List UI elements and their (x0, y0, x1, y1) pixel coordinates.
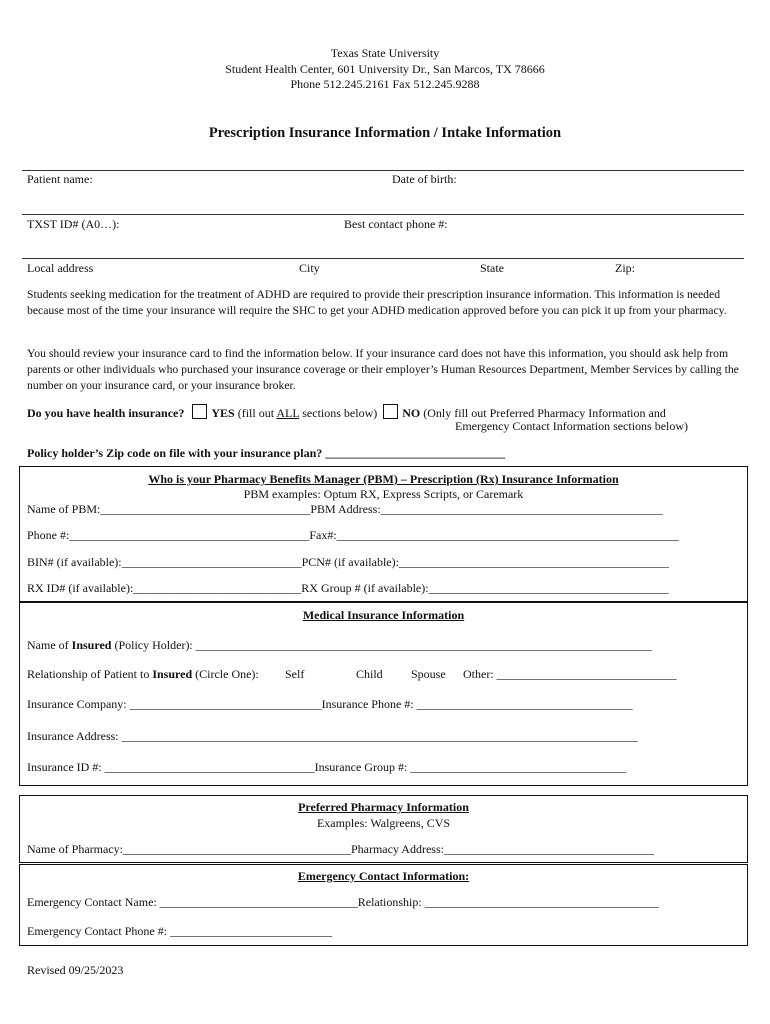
pharmacy-examples: Examples: Walgreens, CVS (316, 816, 451, 830)
header-address: Student Health Center, 601 University Dr., San Marcos, TX 78666 (225, 62, 545, 76)
insurance-company-line[interactable]: Insurance Company: ________________________________Insurance Phone #: ____________________________________ (27, 697, 633, 711)
patient-name-field[interactable]: Patient name: (27, 172, 93, 186)
no-label: NO (402, 406, 421, 420)
option-self[interactable]: Self (285, 667, 305, 681)
header-contact: Phone 512.245.2161 Fax 512.245.9288 (290, 77, 480, 91)
yes-note: (fill out ALL sections below) (237, 406, 378, 420)
emergency-section-title: Emergency Contact Information: (297, 869, 470, 883)
local-address-field[interactable]: Local address (27, 261, 94, 275)
pbm-section-title: Who is your Pharmacy Benefits Manager (PBM) – Prescription (Rx) Insurance Information (148, 472, 619, 486)
question-label: Do you have health insurance? (27, 406, 185, 420)
divider (22, 170, 744, 171)
yes-label: YES (211, 406, 235, 420)
option-child[interactable]: Child (356, 667, 383, 681)
emergency-name-line[interactable]: Emergency Contact Name: _________________________________Relationship: _______________________________________ (27, 895, 659, 909)
header-institution: Texas State University (330, 46, 440, 60)
yes-checkbox[interactable] (192, 404, 207, 419)
page-title: Prescription Insurance Information / Intake Information (208, 125, 562, 141)
insurance-address-line[interactable]: Insurance Address: ______________________________________________________________________________________ (27, 729, 638, 743)
contact-phone-field[interactable]: Best contact phone #: (344, 217, 448, 231)
txst-id-field[interactable]: TXST ID# (A0…): (27, 217, 120, 231)
pbm-name-line[interactable]: Name of PBM:___________________________________PBM Address:_______________________________________________ (27, 502, 663, 516)
divider (22, 258, 744, 259)
zip-field[interactable]: Zip: (615, 261, 635, 275)
option-other[interactable]: Other: ______________________________ (463, 667, 677, 681)
pbm-phone-line[interactable]: Phone #:________________________________________Fax#:_________________________________________________________ (27, 528, 679, 542)
insurance-id-line[interactable]: Insurance ID #: ___________________________________Insurance Group #: ____________________________________ (27, 760, 627, 774)
city-field[interactable]: City (299, 261, 320, 275)
no-checkbox[interactable] (383, 404, 398, 419)
insurance-card-paragraph: You should review your insurance card to find the information below. If your insurance card does not have this information, you should ask help from parents or other individuals who purchased your insurance coverage or their employer’s Human Resources Department, Member Services by calling the number on your insurance card, or your insurance broker. (27, 347, 739, 392)
no-note-line2: Emergency Contact Information sections below) (455, 419, 689, 433)
pharmacy-section-title: Preferred Pharmacy Information (298, 800, 469, 814)
state-field[interactable]: State (480, 261, 504, 275)
emergency-phone-line[interactable]: Emergency Contact Phone #: ___________________________ (27, 924, 333, 938)
adhd-notice-paragraph: Students seeking medication for the treatment of ADHD are required to provide their prescription insurance information. This information is needed because most of the time your insurance will require the SHC to get your ADHD medication approved before you can pick it up from your pharmacy. (27, 288, 727, 317)
pbm-rxid-line[interactable]: RX ID# (if available):____________________________RX Group # (if available):________________________________________ (27, 581, 669, 595)
revision-date: Revised 09/25/2023 (27, 963, 124, 977)
option-spouse[interactable]: Spouse (411, 667, 446, 681)
pharmacy-section (19, 795, 748, 863)
emergency-section (19, 864, 748, 946)
pharmacy-line[interactable]: Name of Pharmacy:______________________________________Pharmacy Address:___________________________________ (27, 842, 654, 856)
policy-zip-question[interactable]: Policy holder’s Zip code on file with your insurance plan? ______________________________ (27, 446, 506, 460)
date-of-birth-field[interactable]: Date of birth: (392, 172, 457, 186)
pbm-section (19, 466, 748, 603)
pbm-bin-line[interactable]: BIN# (if available):______________________________PCN# (if available):_____________________________________________ (27, 555, 669, 569)
pbm-examples: PBM examples: Optum RX, Express Scripts, or Caremark (243, 487, 524, 501)
divider (22, 214, 744, 215)
no-note-line1: (Only fill out Preferred Pharmacy Information and (423, 406, 666, 420)
insured-name-line[interactable]: Name of Insured (Policy Holder): ____________________________________________________________________________ (27, 638, 652, 652)
medical-section-title: Medical Insurance Information (302, 608, 465, 622)
relationship-line: Relationship of Patient to Insured (Circle One): (27, 667, 259, 681)
medical-section (19, 601, 748, 786)
